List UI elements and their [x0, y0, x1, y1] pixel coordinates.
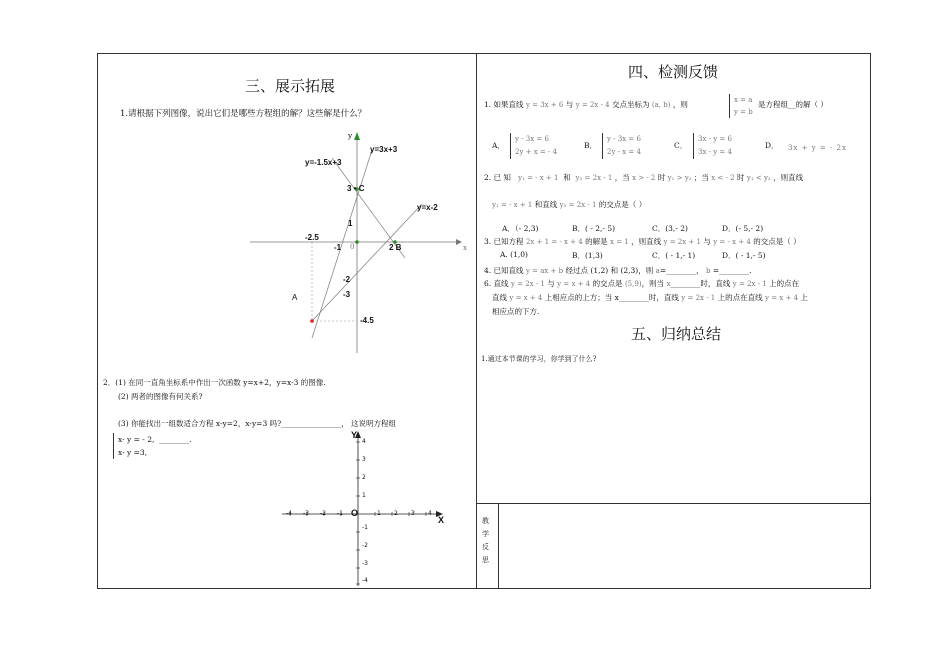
- graph2-y-label: Y: [351, 430, 358, 440]
- graph1-tick-neg1: -1: [334, 243, 342, 252]
- rq1-line: [484, 99, 688, 110]
- section-title-3: 三、展示拓展: [245, 77, 336, 95]
- rq3-b: 的解是: [585, 237, 608, 246]
- rq3-m2: x = 1: [610, 238, 629, 246]
- graph1-line1-label: y=3x+3: [370, 145, 398, 154]
- rq1-text-a: 1. 如果直线: [484, 100, 524, 109]
- reflection-char: 反: [482, 543, 489, 551]
- rq2-g: ，则直线: [773, 173, 804, 182]
- rq5-line1: [484, 278, 799, 289]
- rq2-opt: B．( - 2,- 5): [572, 224, 616, 233]
- rq1-opt-c-eq2: 3x - y = 4: [698, 148, 732, 156]
- x-tick: 1: [377, 510, 381, 517]
- rq3-d: 与: [703, 237, 711, 246]
- section-title-4: 四、检测反馈: [628, 63, 719, 81]
- system-eq1: x- y = - 2,: [118, 435, 155, 444]
- graph1-tick-neg45: -4.5: [360, 316, 374, 325]
- rq1-text-and: 与: [565, 100, 574, 109]
- rq1-text-c: ，则: [672, 100, 688, 109]
- rq5-h: 上相应点的上方；当 x________时，直线: [544, 293, 679, 302]
- rq4-c: =________，: [659, 266, 704, 275]
- rq2-m8: y₂ = 2x - 1: [559, 201, 597, 209]
- rq5-b: 与: [547, 279, 555, 288]
- rq2-m6: y₁ < y₂: [746, 174, 771, 182]
- system-blank: ________.: [159, 435, 192, 444]
- rq4-m3: b: [706, 267, 711, 275]
- rq3-a: 3. 已知方程: [484, 237, 524, 246]
- system-eq2: x- y =3,: [118, 448, 148, 457]
- y-tick: -4: [362, 577, 368, 584]
- rq5-e: ________时，直线: [670, 279, 731, 288]
- rq4-b: 经过点 (1,2) 和 (2,3)，则: [565, 266, 654, 275]
- rq1-text-b: 交点坐标为: [612, 100, 650, 109]
- rq2-m5: x < - 2: [711, 174, 735, 182]
- rq1-opt-a-eq2: 2y + x = - 4: [515, 148, 558, 156]
- graph1-x-label: x: [463, 244, 467, 252]
- rq1-opt-c: [693, 133, 732, 159]
- rq2-h: 和直线: [534, 200, 558, 209]
- rq1-opt-b-label: B．: [584, 141, 598, 150]
- rq2-line2: [492, 199, 646, 210]
- y-axis-arrow: [354, 132, 360, 140]
- rq1-sys-b: y = b: [734, 108, 753, 116]
- reflection-divider: [476, 503, 871, 504]
- x-axis-arrow: [456, 239, 462, 245]
- graph1-tick-neg2: -2: [343, 275, 351, 284]
- rq5-i: 上的点在直线: [717, 293, 763, 302]
- graph1-line2-label: y=-1.5x+3: [305, 158, 342, 167]
- y-tick: -2: [362, 542, 368, 549]
- x-tick: -1: [337, 510, 343, 517]
- x-tick: -4: [286, 510, 292, 517]
- line-y-x-2: [312, 204, 422, 321]
- rq1-opt-d: 3x + y = - 2x: [788, 144, 847, 152]
- rq1-opt-a: [510, 133, 557, 159]
- question-2-part2: (2) 两者的图像有何关系?: [118, 392, 203, 401]
- rq1-opt-a-eq1: y - 3x = 6: [515, 135, 549, 143]
- y-tick: 2: [362, 474, 366, 481]
- question-2-part3: (3) 你能找出一组数适合方程 x-y=2，x-y=3 吗?________________， 这说明方程组: [118, 419, 397, 428]
- rq5-g: 直线: [492, 293, 507, 302]
- x-tick: 2: [394, 510, 398, 517]
- rq4-a: 4. 已知直线: [484, 266, 524, 275]
- rq2-f: 时: [737, 173, 745, 182]
- rq3-m4: y = - x + 4: [713, 238, 751, 246]
- rq5-m1: y = 2x - 1: [510, 280, 545, 288]
- rq2-opt: D．(- 5,- 2): [722, 224, 764, 233]
- rq4-d: =________.: [712, 266, 752, 275]
- graph1-tick-neg3: -3: [343, 290, 351, 299]
- y-tick: -3: [362, 560, 368, 567]
- point-a: [310, 319, 314, 323]
- graph1-y-label: y: [348, 131, 353, 140]
- graph2-origin: O: [351, 508, 359, 518]
- y-tick: 1: [362, 492, 366, 499]
- rq3-line: [484, 236, 801, 247]
- x-tick: -3: [303, 510, 309, 517]
- rq1-math-2: y = 2x - 4: [575, 101, 610, 109]
- graph1-tick-1: 1: [348, 219, 353, 228]
- summary-question: 1.通过本节课的学习，你学到了什么?: [481, 355, 597, 363]
- rq4-m2: a: [655, 267, 660, 275]
- column-divider: [476, 53, 477, 589]
- rq2-d: 时: [657, 173, 666, 182]
- y-tick: 3: [362, 456, 366, 463]
- rq5-f: 上的点在: [769, 279, 800, 288]
- reflection-char: 思: [482, 556, 489, 564]
- rq1-opt-d-label: D．: [765, 141, 779, 150]
- x-tick: 3: [411, 510, 415, 517]
- reflection-label-divider: [498, 503, 499, 589]
- rq5-line2: [492, 292, 808, 303]
- rq2-opt: A．（- 2,3): [502, 224, 539, 233]
- rq3-m1: 2x + 1 = - x + 4: [525, 238, 583, 246]
- line-y-3x-3: [312, 150, 372, 338]
- graph1-b-label: 2 B: [389, 243, 402, 252]
- rq2-m2: y₂ = 2x - 1: [575, 174, 613, 182]
- rq4-m1: y = ax + b: [525, 267, 564, 275]
- graph2-x-label: X: [438, 515, 445, 525]
- rq5-m4: x: [666, 280, 671, 288]
- rq3-opt: B．(1,3): [572, 251, 603, 260]
- graph1-c-label: 3 • C: [347, 184, 365, 193]
- x-tick: -2: [320, 510, 326, 517]
- rq1-opt-b-eq1: y - 3x = 6: [607, 135, 641, 143]
- reflection-label: [482, 515, 489, 567]
- rq5-j: 上: [800, 293, 808, 302]
- graph1-a-label: A: [292, 293, 298, 302]
- section-title-5: 五、归纳总结: [631, 325, 722, 343]
- rq5-m6: y = x + 4: [509, 294, 543, 302]
- question-2-system: [113, 433, 192, 459]
- question-2-part1: 2．(1) 在同一直角坐标系中作出一次函数 y=x+2，y=x-3 的图像.: [103, 378, 326, 387]
- rq2-b: 和: [563, 173, 571, 182]
- rq4-line: [484, 265, 752, 276]
- rq1-opt-b-eq2: 2y - x = 4: [607, 148, 641, 156]
- rq5-a: 6. 直线: [484, 279, 509, 288]
- rq2-line1: [484, 172, 803, 183]
- x-tick: 4: [428, 510, 432, 517]
- rq2-m1: y₁ = - x + 1: [518, 174, 559, 182]
- y-tick: -1: [362, 524, 368, 531]
- rq1-math-1: y = 3x + 6: [525, 101, 564, 109]
- rq5-m7: y = 2x - 1: [681, 294, 716, 302]
- rq3-m3: y = 2x + 1: [663, 238, 701, 246]
- graph1-tick-0: 0: [350, 243, 355, 251]
- graph1-tick-neg25: -2.5: [305, 233, 319, 242]
- rq2-m7: y₁ = - x + 1: [492, 201, 533, 209]
- page-frame: [97, 53, 871, 589]
- rq5-line3: 相应点的下方.: [492, 307, 540, 316]
- rq2-opt: C．(3,- 2): [652, 224, 688, 233]
- rq2-m4: y₁ > y₂: [667, 174, 692, 182]
- rq1-sys-a: x = a: [734, 96, 753, 104]
- rq1-opt-c-eq1: 3x - y = 6: [698, 135, 732, 143]
- rq1-text-d: 是方程组__的解（ ）: [758, 100, 828, 109]
- rq1-opt-a-label: A．: [492, 141, 505, 150]
- rq2-i: 的交点是（ ）: [598, 200, 647, 209]
- graph-1: [240, 128, 475, 358]
- question-1: 1.请根据下列图像，说出它们是哪些方程组的解？这些解是什么？: [120, 109, 367, 119]
- rq5-m3: (5,9): [624, 280, 642, 288]
- rq5-m5: y = 2x - 1: [732, 280, 767, 288]
- rq5-c: 的交点是: [592, 279, 623, 288]
- rq5-m2: y = x + 4: [557, 280, 591, 288]
- rq5-m8: y = x + 4: [765, 294, 799, 302]
- rq1-system: [729, 94, 753, 118]
- rq3-opt: C．( - 1,- 1): [652, 251, 696, 260]
- rq2-c: ，当: [614, 173, 630, 182]
- rq2-a: 2. 已 知: [484, 173, 511, 182]
- rq1-math-3: (a, b): [651, 101, 671, 109]
- rq3-opt: D．( - 1,- 5): [722, 251, 766, 260]
- rq3-e: 的交点是（ ）: [753, 237, 801, 246]
- rq2-m3: x > - 2: [632, 174, 656, 182]
- rq3-c: ，则直线: [631, 237, 662, 246]
- rq3-opt: A. (1,0): [500, 250, 528, 259]
- reflection-char: 学: [482, 530, 489, 538]
- reflection-char: 教: [482, 517, 489, 525]
- rq5-d: ，则当: [641, 279, 665, 288]
- point-origin: [355, 240, 359, 244]
- graph1-line3-label: y=x-2: [417, 203, 438, 212]
- rq2-e: ；当: [693, 173, 709, 182]
- y-tick: 4: [362, 438, 366, 445]
- rq1-opt-b: [602, 133, 641, 159]
- rq1-opt-c-label: C．: [674, 141, 688, 150]
